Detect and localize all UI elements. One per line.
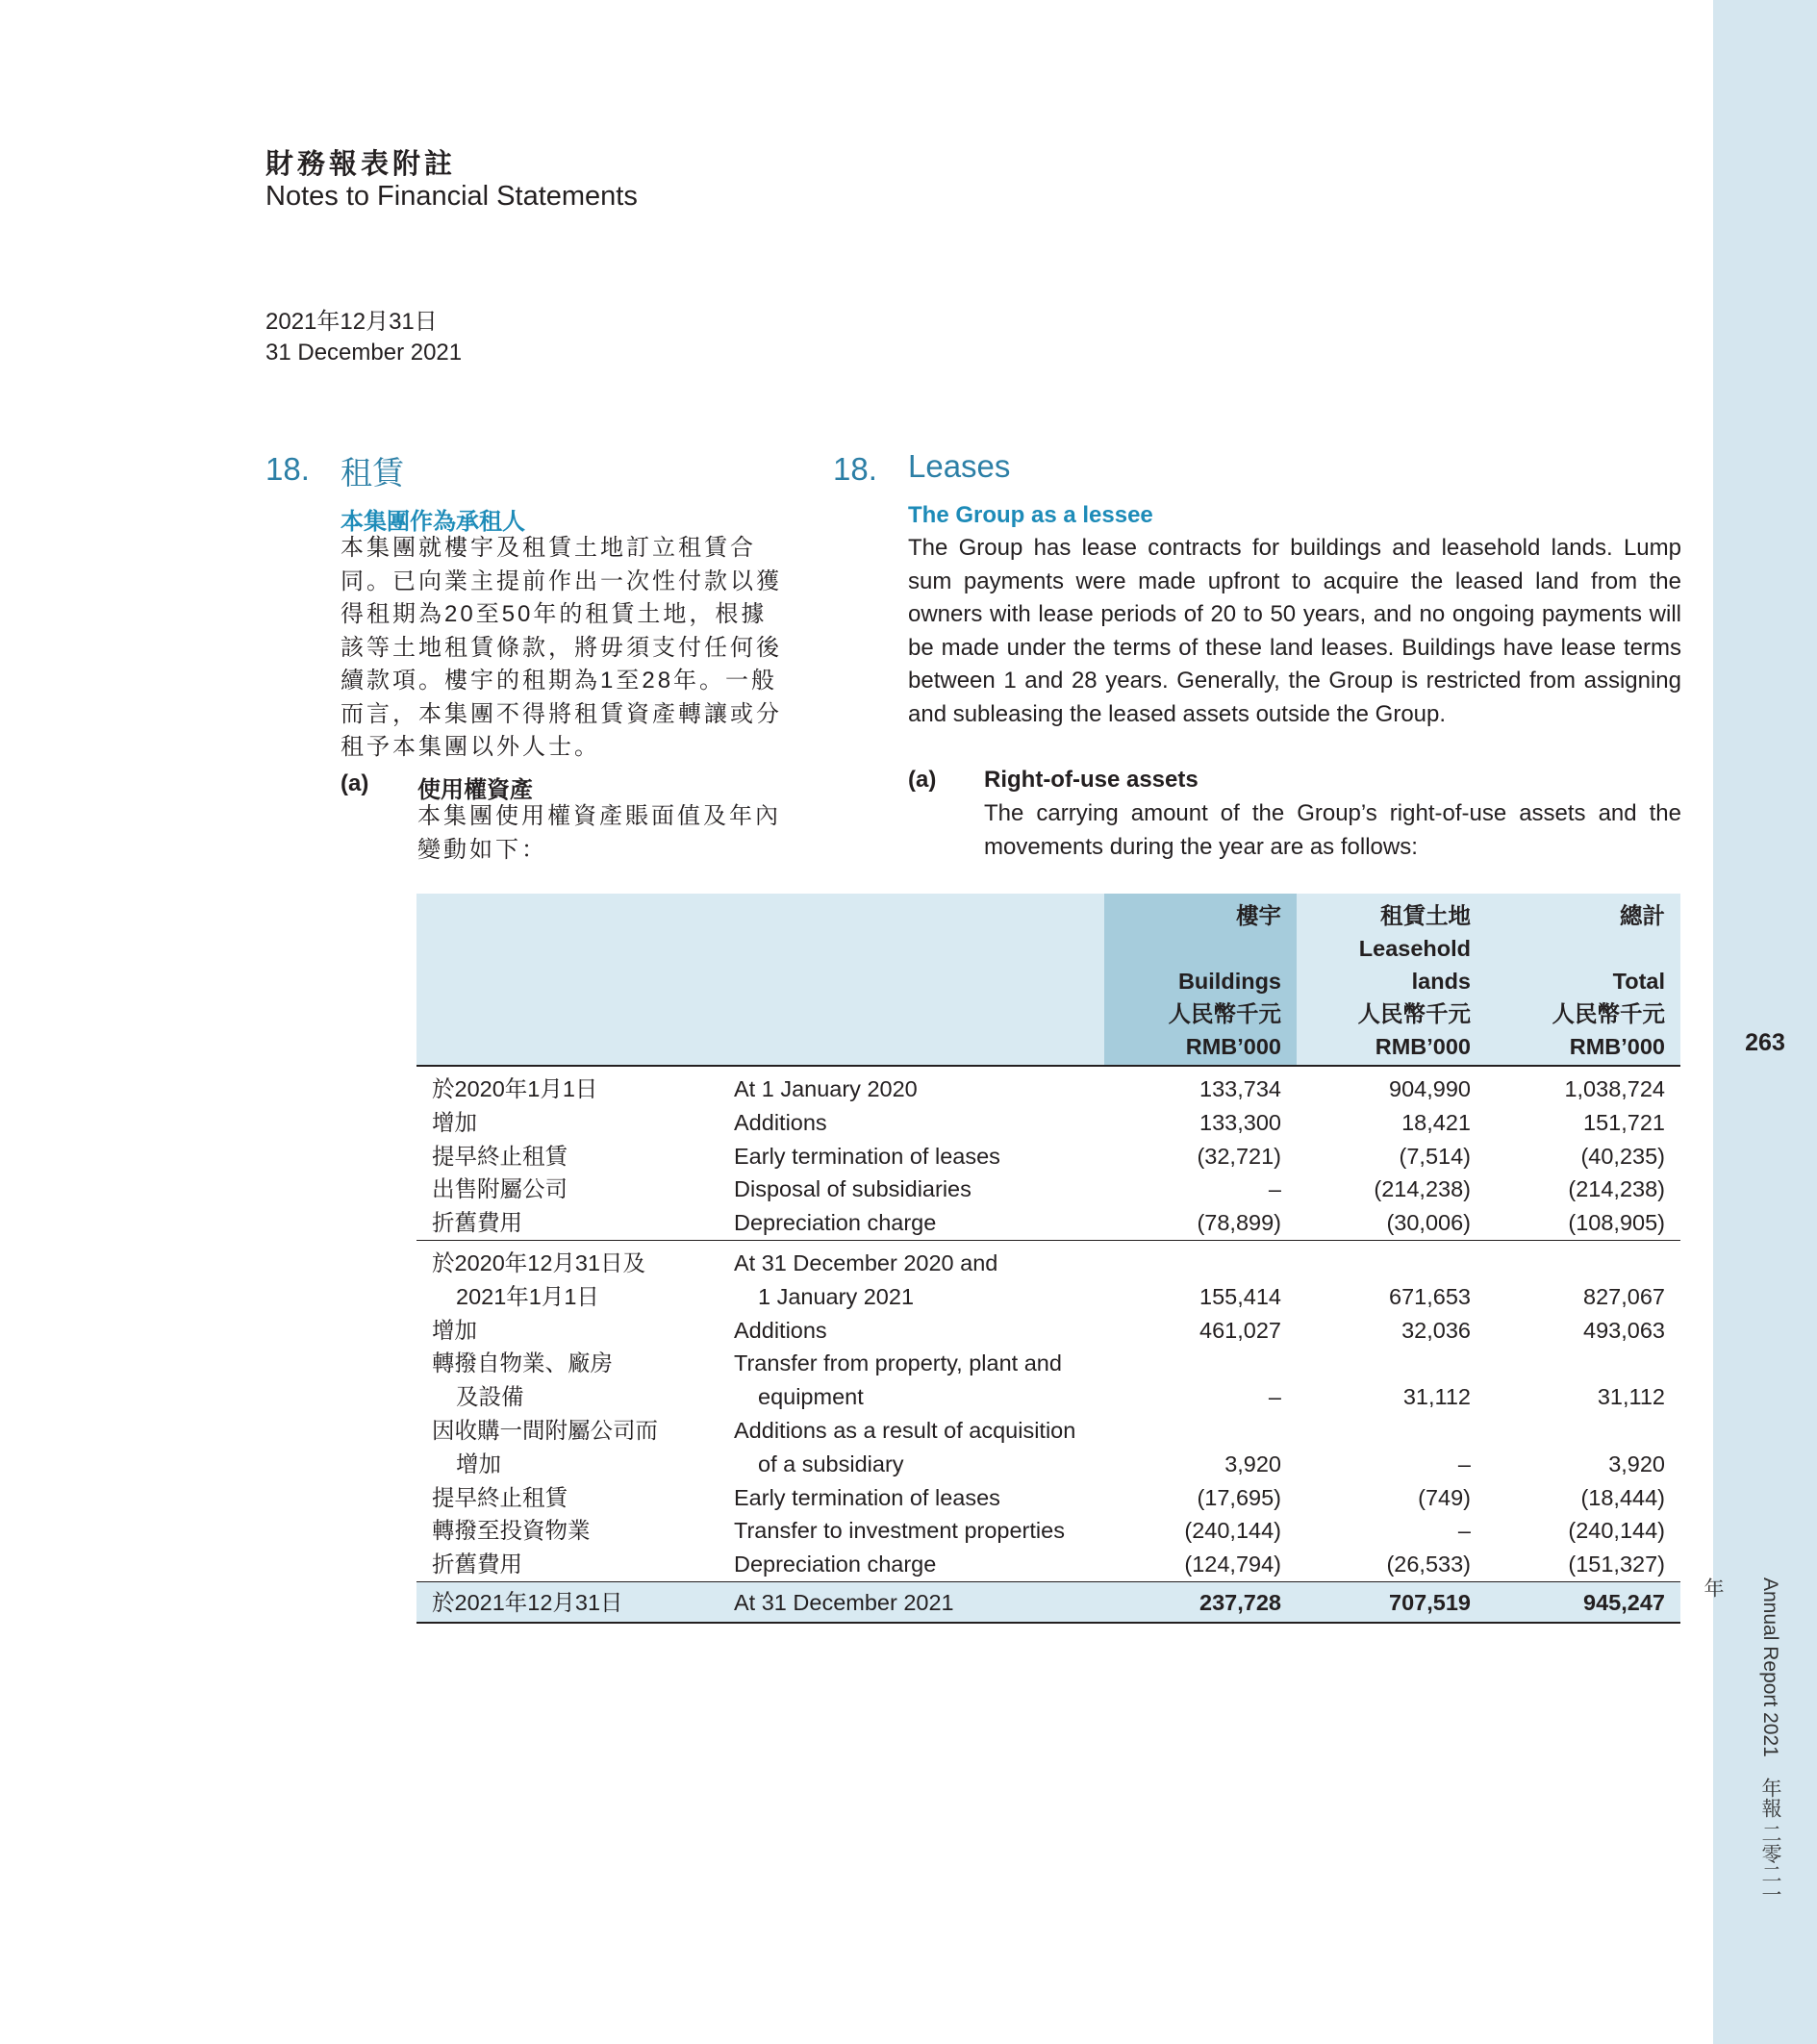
cell-leasehold-lands: – — [1457, 1518, 1471, 1544]
cell-total: (151,327) — [1568, 1552, 1665, 1577]
subheading-en: The Group as a lessee — [908, 502, 1153, 528]
cell-leasehold-lands: (214,238) — [1374, 1176, 1471, 1202]
cell-buildings: 133,300 — [1199, 1109, 1281, 1135]
row-label-cn: 增加 — [432, 1109, 477, 1135]
row-label-cn: 增加 — [432, 1317, 477, 1343]
item-label-cn: (a) — [341, 770, 369, 796]
cell-buildings: 3,920 — [1224, 1451, 1281, 1476]
total-leasehold-lands: 707,519 — [1297, 1581, 1486, 1622]
table-row — [416, 1414, 1680, 1481]
row-label-en: Depreciation charge — [734, 1552, 937, 1577]
right-of-use-table — [416, 894, 1680, 1624]
section-title-cn: 租賃 — [341, 455, 404, 491]
section-title-en: Leases — [908, 448, 1011, 484]
item-text-en: The carrying amount of the Group’s right-of-use assets and the movements during the year are as follows: — [984, 800, 1681, 860]
row-label-cn: 折舊費用 — [432, 1552, 522, 1577]
header-blank — [734, 894, 1104, 1066]
row-label-cn: 轉撥至投資物業 — [432, 1518, 591, 1544]
row-label-cn: 提早終止租賃 — [432, 1484, 568, 1510]
table-row — [416, 1173, 1680, 1206]
cell-leasehold-lands: (749) — [1418, 1484, 1471, 1510]
cell-buildings: (240,144) — [1184, 1518, 1281, 1544]
table-row — [416, 1066, 1680, 1106]
total-label-en: At 31 December 2021 — [734, 1581, 1104, 1622]
item-title-en: Right-of-use assets — [984, 767, 1199, 793]
table-row — [416, 1314, 1680, 1348]
cell-leasehold-lands: (7,514) — [1399, 1143, 1471, 1169]
cell-buildings: (78,899) — [1197, 1210, 1281, 1236]
row-label-cn: 於2020年12月31日及 2021年1月1日 — [432, 1249, 646, 1309]
col-header-total: 總計 Total 人民幣千元 RMB’000 — [1486, 894, 1680, 1066]
date-en: 31 December 2021 — [265, 340, 463, 366]
subheading-cn: 本集團作為承租人 — [341, 509, 525, 535]
row-label-en: Disposal of subsidiaries — [734, 1176, 972, 1202]
paragraph-en: The Group has lease contracts for buildings and leasehold lands. Lump sum payments were made upfront to acquire the leased land from the owners with lease periods of 20 to 50 years, and no ongoing payments will be made under the terms of these land leases. Buildings have lease terms between 1 and 28 years. Generally, the Group is restricted from assigning and subleasing the leased assets outside the Group. — [908, 535, 1681, 727]
cell-buildings: (32,721) — [1197, 1143, 1281, 1169]
cell-leasehold-lands: (26,533) — [1386, 1552, 1471, 1577]
row-label-cn: 因收購一間附屬公司而 增加 — [432, 1417, 658, 1476]
cell-buildings: (124,794) — [1184, 1552, 1281, 1577]
table-row — [416, 1548, 1680, 1581]
cell-buildings: – — [1268, 1384, 1281, 1410]
cell-total: (18,444) — [1580, 1484, 1665, 1510]
col-header-leasehold-lands: 租賃土地 Leasehold lands 人民幣千元 RMB’000 — [1297, 894, 1486, 1066]
table-row — [416, 1106, 1680, 1140]
row-label-en: Transfer to investment properties — [734, 1518, 1065, 1544]
table-row — [416, 1140, 1680, 1173]
row-label-en: Transfer from property, plant and equipment — [734, 1350, 1062, 1410]
row-label-en: At 1 January 2020 — [734, 1076, 918, 1101]
item-label-en: (a) — [908, 767, 937, 793]
row-label-cn: 折舊費用 — [432, 1210, 522, 1236]
item-text-cn: 本集團使用權資產賬面值及年內變動如下： — [417, 803, 781, 863]
col-header-buildings: 樓宇 Buildings 人民幣千元 RMB’000 — [1104, 894, 1297, 1066]
cell-leasehold-lands: 18,421 — [1401, 1109, 1471, 1135]
table-total-row — [416, 1581, 1680, 1622]
total-total: 945,247 — [1486, 1581, 1680, 1622]
cell-buildings: 461,027 — [1199, 1317, 1281, 1343]
row-label-en: Early termination of leases — [734, 1484, 1000, 1510]
cell-buildings: 155,414 — [1199, 1283, 1281, 1309]
cell-buildings: – — [1268, 1176, 1281, 1202]
cell-leasehold-lands: (30,006) — [1386, 1210, 1471, 1236]
cell-total: (214,238) — [1568, 1176, 1665, 1202]
row-label-cn: 提早終止租賃 — [432, 1143, 568, 1169]
cell-total: 31,112 — [1597, 1384, 1665, 1410]
cell-leasehold-lands: – — [1457, 1451, 1471, 1476]
header-title-cn: 財務報表附註 — [265, 149, 457, 180]
section-number-en: 18. — [833, 451, 877, 487]
header-blank — [416, 894, 734, 1066]
table-row — [416, 1481, 1680, 1515]
row-label-cn: 於2020年1月1日 — [432, 1076, 598, 1101]
cell-total: (240,144) — [1568, 1518, 1665, 1544]
row-label-en: Additions as a result of acquisition of a subsidiary — [734, 1417, 1076, 1476]
header-title-en: Notes to Financial Statements — [265, 181, 638, 212]
cell-leasehold-lands: 904,990 — [1389, 1076, 1471, 1101]
cell-total: 827,067 — [1583, 1283, 1665, 1309]
row-label-cn: 轉撥自物業、廠房 及設備 — [432, 1350, 613, 1410]
row-label-en: Early termination of leases — [734, 1143, 1000, 1169]
section-number-cn: 18. — [265, 451, 310, 487]
cell-leasehold-lands: 671,653 — [1389, 1283, 1471, 1309]
table-row — [416, 1240, 1680, 1313]
total-label-cn: 於2021年12月31日 — [416, 1581, 734, 1622]
table-header-row — [416, 894, 1680, 1066]
cell-total: 493,063 — [1583, 1317, 1665, 1343]
cell-total: (108,905) — [1568, 1210, 1665, 1236]
row-label-en: At 31 December 2020 and 1 January 2021 — [734, 1249, 998, 1309]
table-row — [416, 1514, 1680, 1548]
cell-leasehold-lands: 31,112 — [1402, 1384, 1471, 1410]
cell-leasehold-lands: 32,036 — [1401, 1317, 1471, 1343]
cell-total: 1,038,724 — [1564, 1076, 1665, 1101]
cell-total: 3,920 — [1608, 1451, 1665, 1476]
report-caption: Annual Report 2021 年報 二零二一年 — [1702, 1577, 1781, 1905]
paragraph-cn: 本集團就樓宇及租賃土地訂立租賃合同。已向業主提前作出一次性付款以獲得租期為20至50年的租賃土地，根據該等土地租賃條款，將毋須支付任何後續款項。樓宇的租期為1至28年。一般而言，本集團不得將租賃資產轉讓或分租予本集團以外人士。 — [341, 535, 782, 760]
cell-total: 151,721 — [1583, 1109, 1665, 1135]
cell-buildings: 133,734 — [1199, 1076, 1281, 1101]
table-row — [416, 1206, 1680, 1240]
row-label-en: Depreciation charge — [734, 1210, 937, 1236]
row-label-en: Additions — [734, 1109, 827, 1135]
row-label-cn: 出售附屬公司 — [432, 1176, 568, 1202]
total-buildings: 237,728 — [1104, 1581, 1297, 1622]
item-title-cn: 使用權資產 — [417, 777, 533, 803]
row-label-en: Additions — [734, 1317, 827, 1343]
cell-total: (40,235) — [1580, 1143, 1665, 1169]
date-cn: 2021年12月31日 — [265, 309, 438, 335]
cell-buildings: (17,695) — [1197, 1484, 1281, 1510]
page-number: 263 — [1745, 1029, 1785, 1056]
table-row — [416, 1347, 1680, 1414]
